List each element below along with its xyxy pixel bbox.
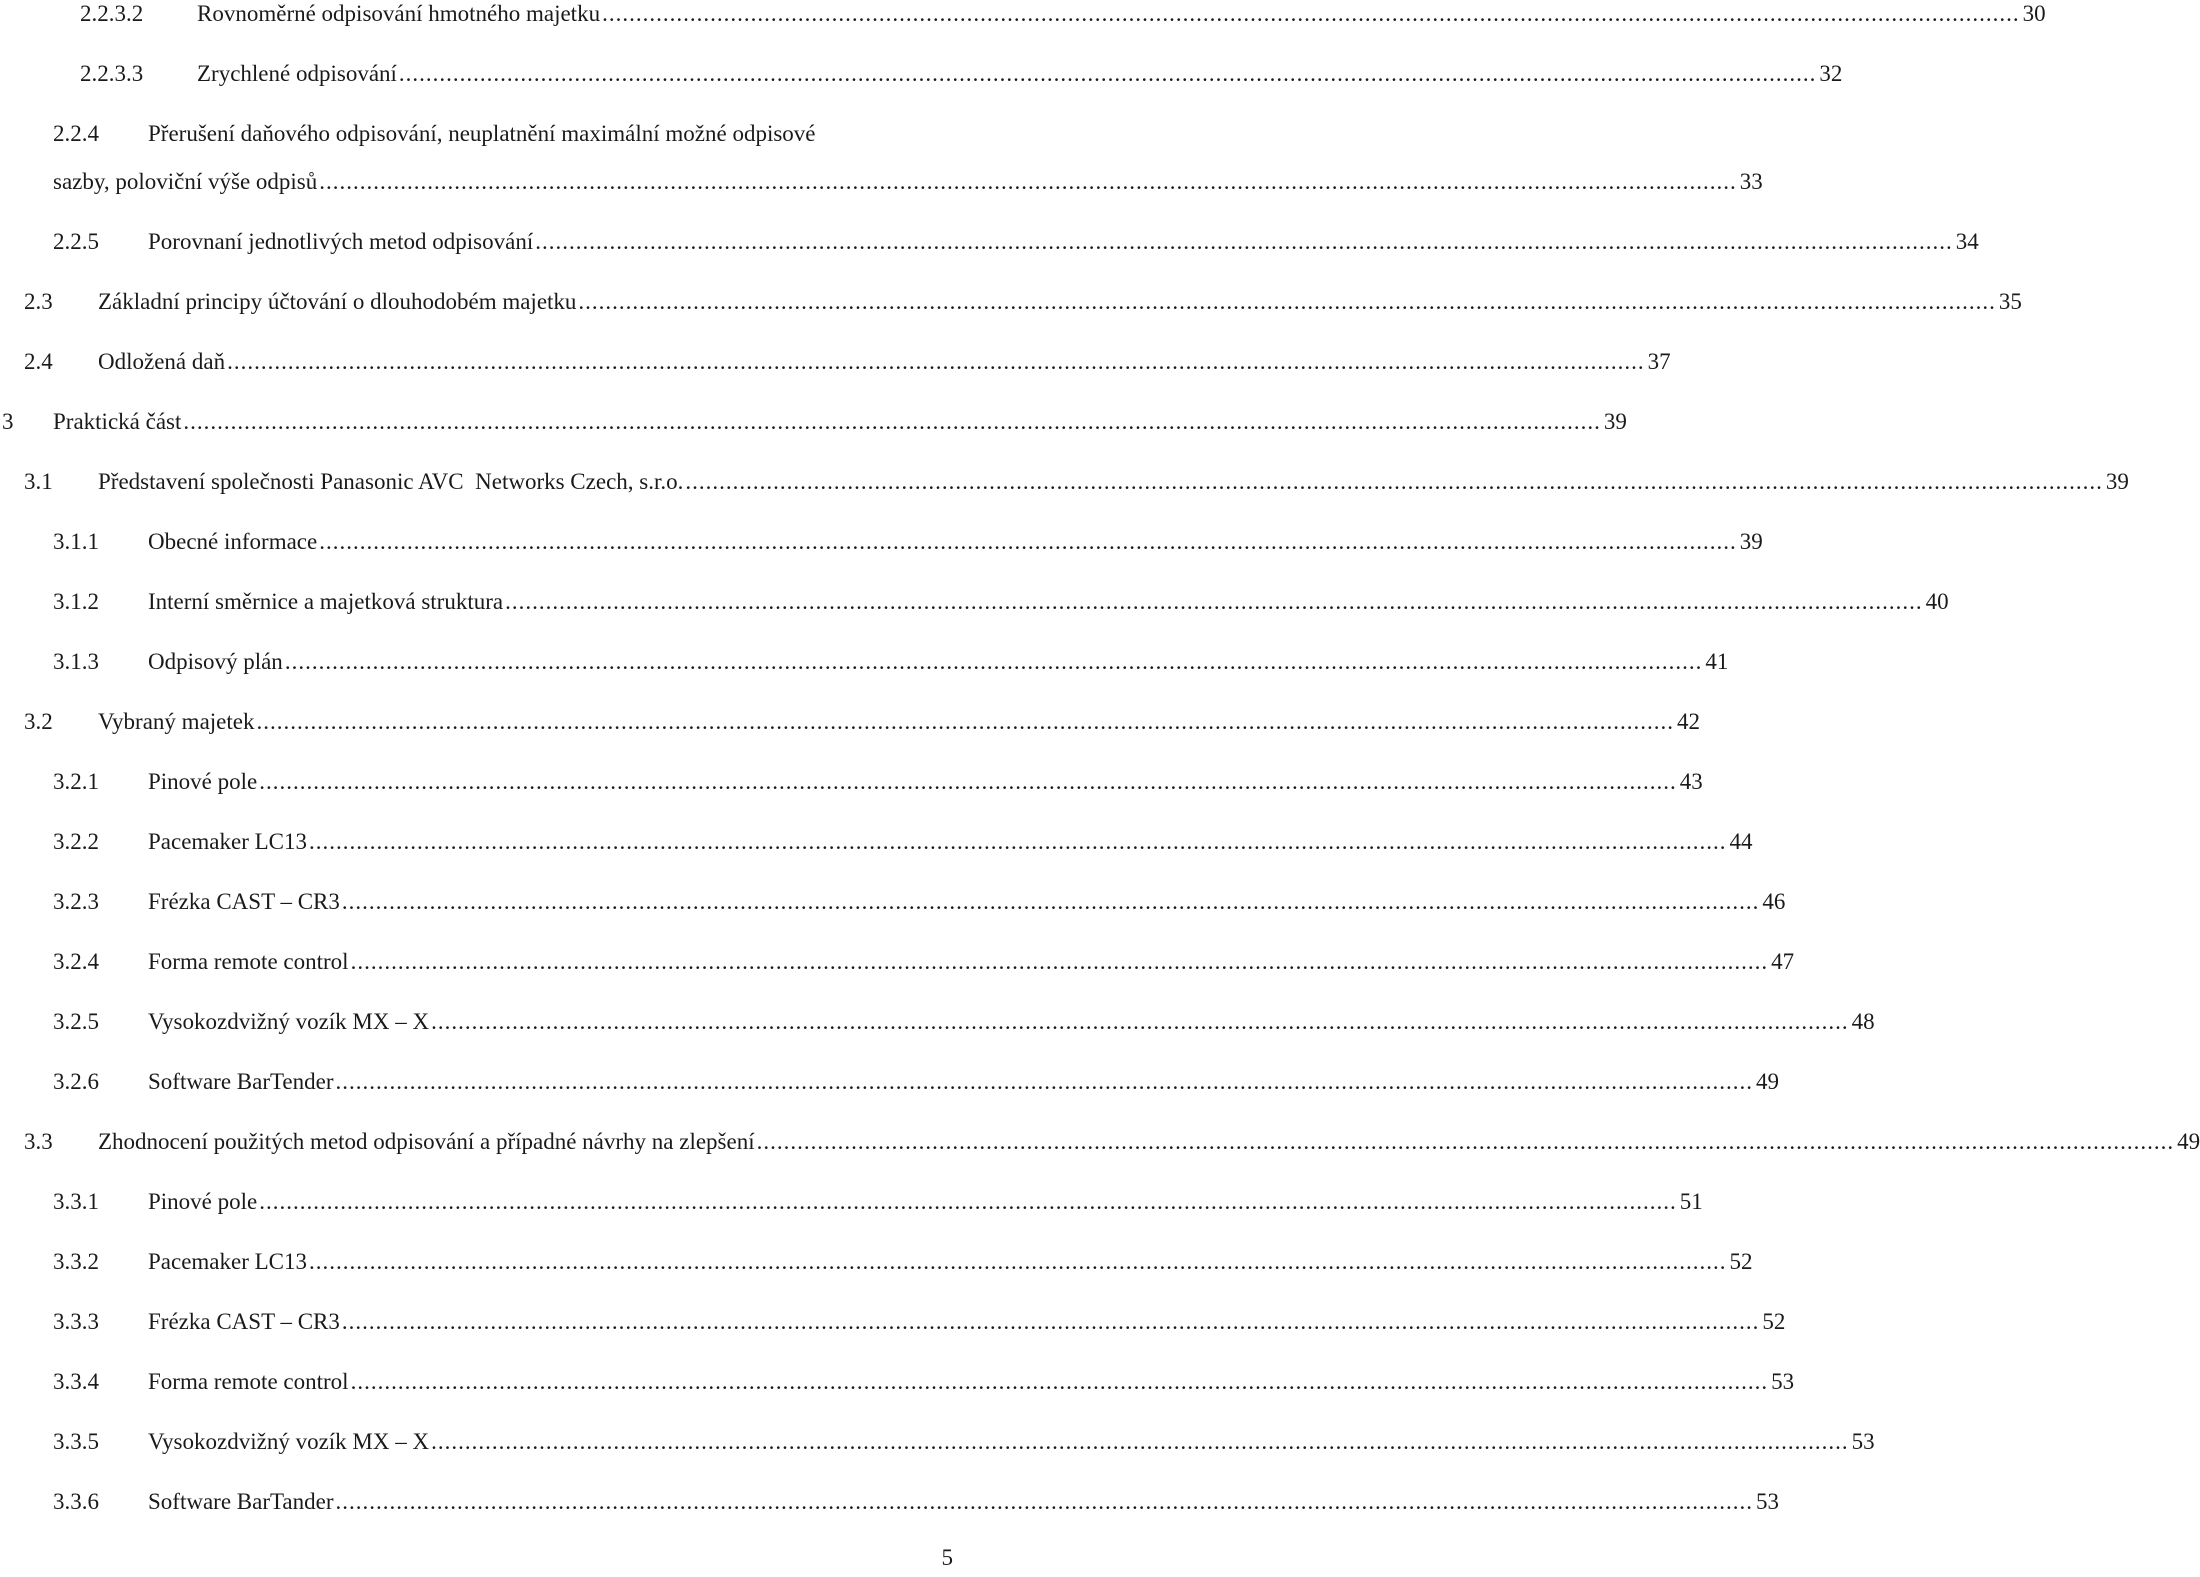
toc-entry[interactable] [53,118,953,150]
toc-entry-page: 48 [1851,1009,1875,1034]
toc-entry-number: 3.2.3 [53,889,99,914]
dot-leader [342,1306,1760,1338]
toc-entry-title: Vysokozdvižný vozík MX – X [148,1429,430,1454]
dot-leader [535,226,1953,258]
toc-entry-title: Přerušení daňového odpisování, neuplatnění maximální možné odpisové [148,121,816,146]
toc-entry-page: 43 [1679,769,1703,794]
toc-entry-title: Odložená daň [98,349,226,374]
toc-entry-number: 3.1.2 [53,589,99,614]
toc-entry-title: sazby, poloviční výše odpisů [53,169,318,194]
toc-entry-number: 3.1.3 [53,649,99,674]
toc-entry-title: Software BarTander [148,1489,334,1514]
toc-entry-page: 44 [1729,829,1753,854]
dot-leader [431,1426,1849,1458]
toc-entry[interactable] [80,58,1843,90]
dot-leader [351,1366,1769,1398]
toc-entry[interactable] [24,466,2129,498]
toc-entry-page: 47 [1771,949,1795,974]
toc-entry-number: 2.2.5 [53,229,99,254]
toc-entry-number: 3.2.4 [53,949,99,974]
dot-leader [757,1126,2175,1158]
dot-leader [336,1486,1754,1518]
toc-entry[interactable] [80,0,2046,30]
toc-entry[interactable] [53,946,1795,978]
toc-entry-page: 39 [2105,469,2129,494]
toc-entry-page: 37 [1647,349,1671,374]
toc-entry-number: 2.2.3.3 [80,61,144,86]
toc-entry-page: 30 [2022,1,2046,26]
toc-entry[interactable] [53,1186,1703,1218]
toc-entry[interactable] [53,1366,1795,1398]
toc-entry[interactable] [53,646,1729,678]
toc-entry[interactable] [53,226,1979,258]
toc-entry-number: 3.3.3 [53,1309,99,1334]
toc-entry-title: Interní směrnice a majetková struktura [148,589,504,614]
toc-entry[interactable] [53,1306,1786,1338]
toc-entry[interactable] [2,406,1627,438]
toc-entry[interactable] [53,826,1753,858]
dot-leader [285,646,1703,678]
toc-entry-title: Pinové pole [148,1189,258,1214]
toc-entry-page: 35 [1998,289,2022,314]
dot-leader [685,466,2103,498]
toc-entry-number: 3.3.6 [53,1489,99,1514]
dot-leader [336,1066,1754,1098]
toc-entry-number: 2.4 [24,349,53,374]
toc-entry-number: 2.2.4 [53,121,99,146]
toc-entry-title: Praktická část [53,409,182,434]
toc-entry-page: 39 [1739,529,1763,554]
toc-entry-page: 52 [1762,1309,1786,1334]
toc-entry-number: 3.2 [24,709,53,734]
toc-entry[interactable] [53,1006,1875,1038]
toc-entry-title: Pacemaker LC13 [148,829,308,854]
toc-entry-title: Obecné informace [148,529,318,554]
toc-entry-number: 2.3 [24,289,53,314]
toc-entry[interactable] [24,706,1700,738]
toc-entry-number: 3.3.1 [53,1189,99,1214]
toc-entry-page: 33 [1739,169,1763,194]
toc-entry[interactable] [53,526,1763,558]
toc-entry[interactable] [53,586,1949,618]
toc-entry-title: Zhodnocení použitých metod odpisování a případné návrhy na zlepšení [98,1129,755,1154]
toc-entry-title: Představení společnosti Panasonic AVC Networks Czech, s.r.o. [98,469,684,494]
dot-leader [505,586,1923,618]
toc-entry-number: 3.3.5 [53,1429,99,1454]
page-number: 5 [941,1545,953,1570]
dot-leader [431,1006,1849,1038]
toc-entry-page: 40 [1925,589,1949,614]
toc-entry-number: 3.2.6 [53,1069,99,1094]
toc-entry-number: 3 [2,409,14,434]
toc-entry-title: Frézka CAST – CR3 [148,889,340,914]
toc-entry-title: Vysokozdvižný vozík MX – X [148,1009,430,1034]
dot-leader [183,406,1601,438]
toc-entry-page: 32 [1819,61,1843,86]
toc-entry-page: 53 [1771,1369,1795,1394]
toc-entry-page: 34 [1955,229,1979,254]
toc-entry-page: 46 [1762,889,1786,914]
toc-entry-page: 41 [1705,649,1729,674]
toc-entry-title: Základní principy účtování o dlouhodobém majetku [98,289,577,314]
dot-leader [259,766,1677,798]
toc-entry-title: Zrychlené odpisování [197,61,397,86]
toc-entry-number: 3.2.1 [53,769,99,794]
toc-entry[interactable] [53,1246,1753,1278]
toc-entry-page: 52 [1729,1249,1753,1274]
toc-entry[interactable] [53,766,1703,798]
dot-leader [342,886,1760,918]
toc-entry-title: Software BarTender [148,1069,334,1094]
dot-leader [227,346,1645,378]
toc-entry-title: Porovnaní jednotlivých metod odpisování [148,229,534,254]
toc-entry-continuation[interactable] [53,166,1763,198]
toc-entry-page: 53 [1756,1489,1780,1514]
dot-leader [602,0,2020,30]
toc-entry-number: 2.2.3.2 [80,1,144,26]
toc-entry[interactable] [53,886,1786,918]
dot-leader [399,58,1817,90]
toc-entry-page: 39 [1603,409,1627,434]
toc-entry-page: 49 [2177,1129,2200,1154]
toc-entry[interactable] [24,346,1671,378]
dot-leader [319,166,1737,198]
toc-entry-number: 3.3.2 [53,1249,99,1274]
toc-entry-page: 53 [1851,1429,1875,1454]
dot-leader [256,706,1674,738]
dot-leader [309,826,1727,858]
toc-entry-title: Odpisový plán [148,649,283,674]
toc-entry-number: 3.2.2 [53,829,99,854]
toc-entry[interactable] [53,1486,1780,1518]
toc-entry-number: 3.3 [24,1129,53,1154]
toc-entry-title: Forma remote control [148,949,349,974]
toc-entry-page: 42 [1676,709,1700,734]
toc-entry[interactable] [24,286,2022,318]
toc-entry-number: 3.3.4 [53,1369,99,1394]
dot-leader [259,1186,1677,1218]
dot-leader [309,1246,1727,1278]
dot-leader [319,526,1737,558]
toc-entry-title: Pinové pole [148,769,258,794]
toc-entry-title: Vybraný majetek [98,709,255,734]
toc-entry-title: Frézka CAST – CR3 [148,1309,340,1334]
toc-entry[interactable] [53,1426,1875,1458]
toc-entry-number: 3.2.5 [53,1009,99,1034]
toc-entry[interactable] [53,1066,1780,1098]
dot-leader [578,286,1996,318]
toc-entry[interactable] [24,1126,2200,1158]
toc-entry-number: 3.1.1 [53,529,99,554]
toc-entry-title: Pacemaker LC13 [148,1249,308,1274]
toc-entry-title: Forma remote control [148,1369,349,1394]
toc-entry-number: 3.1 [24,469,53,494]
toc-entry-page: 49 [1756,1069,1780,1094]
toc-entry-page: 51 [1679,1189,1703,1214]
dot-leader [351,946,1769,978]
toc-entry-title: Rovnoměrné odpisování hmotného majetku [197,1,601,26]
